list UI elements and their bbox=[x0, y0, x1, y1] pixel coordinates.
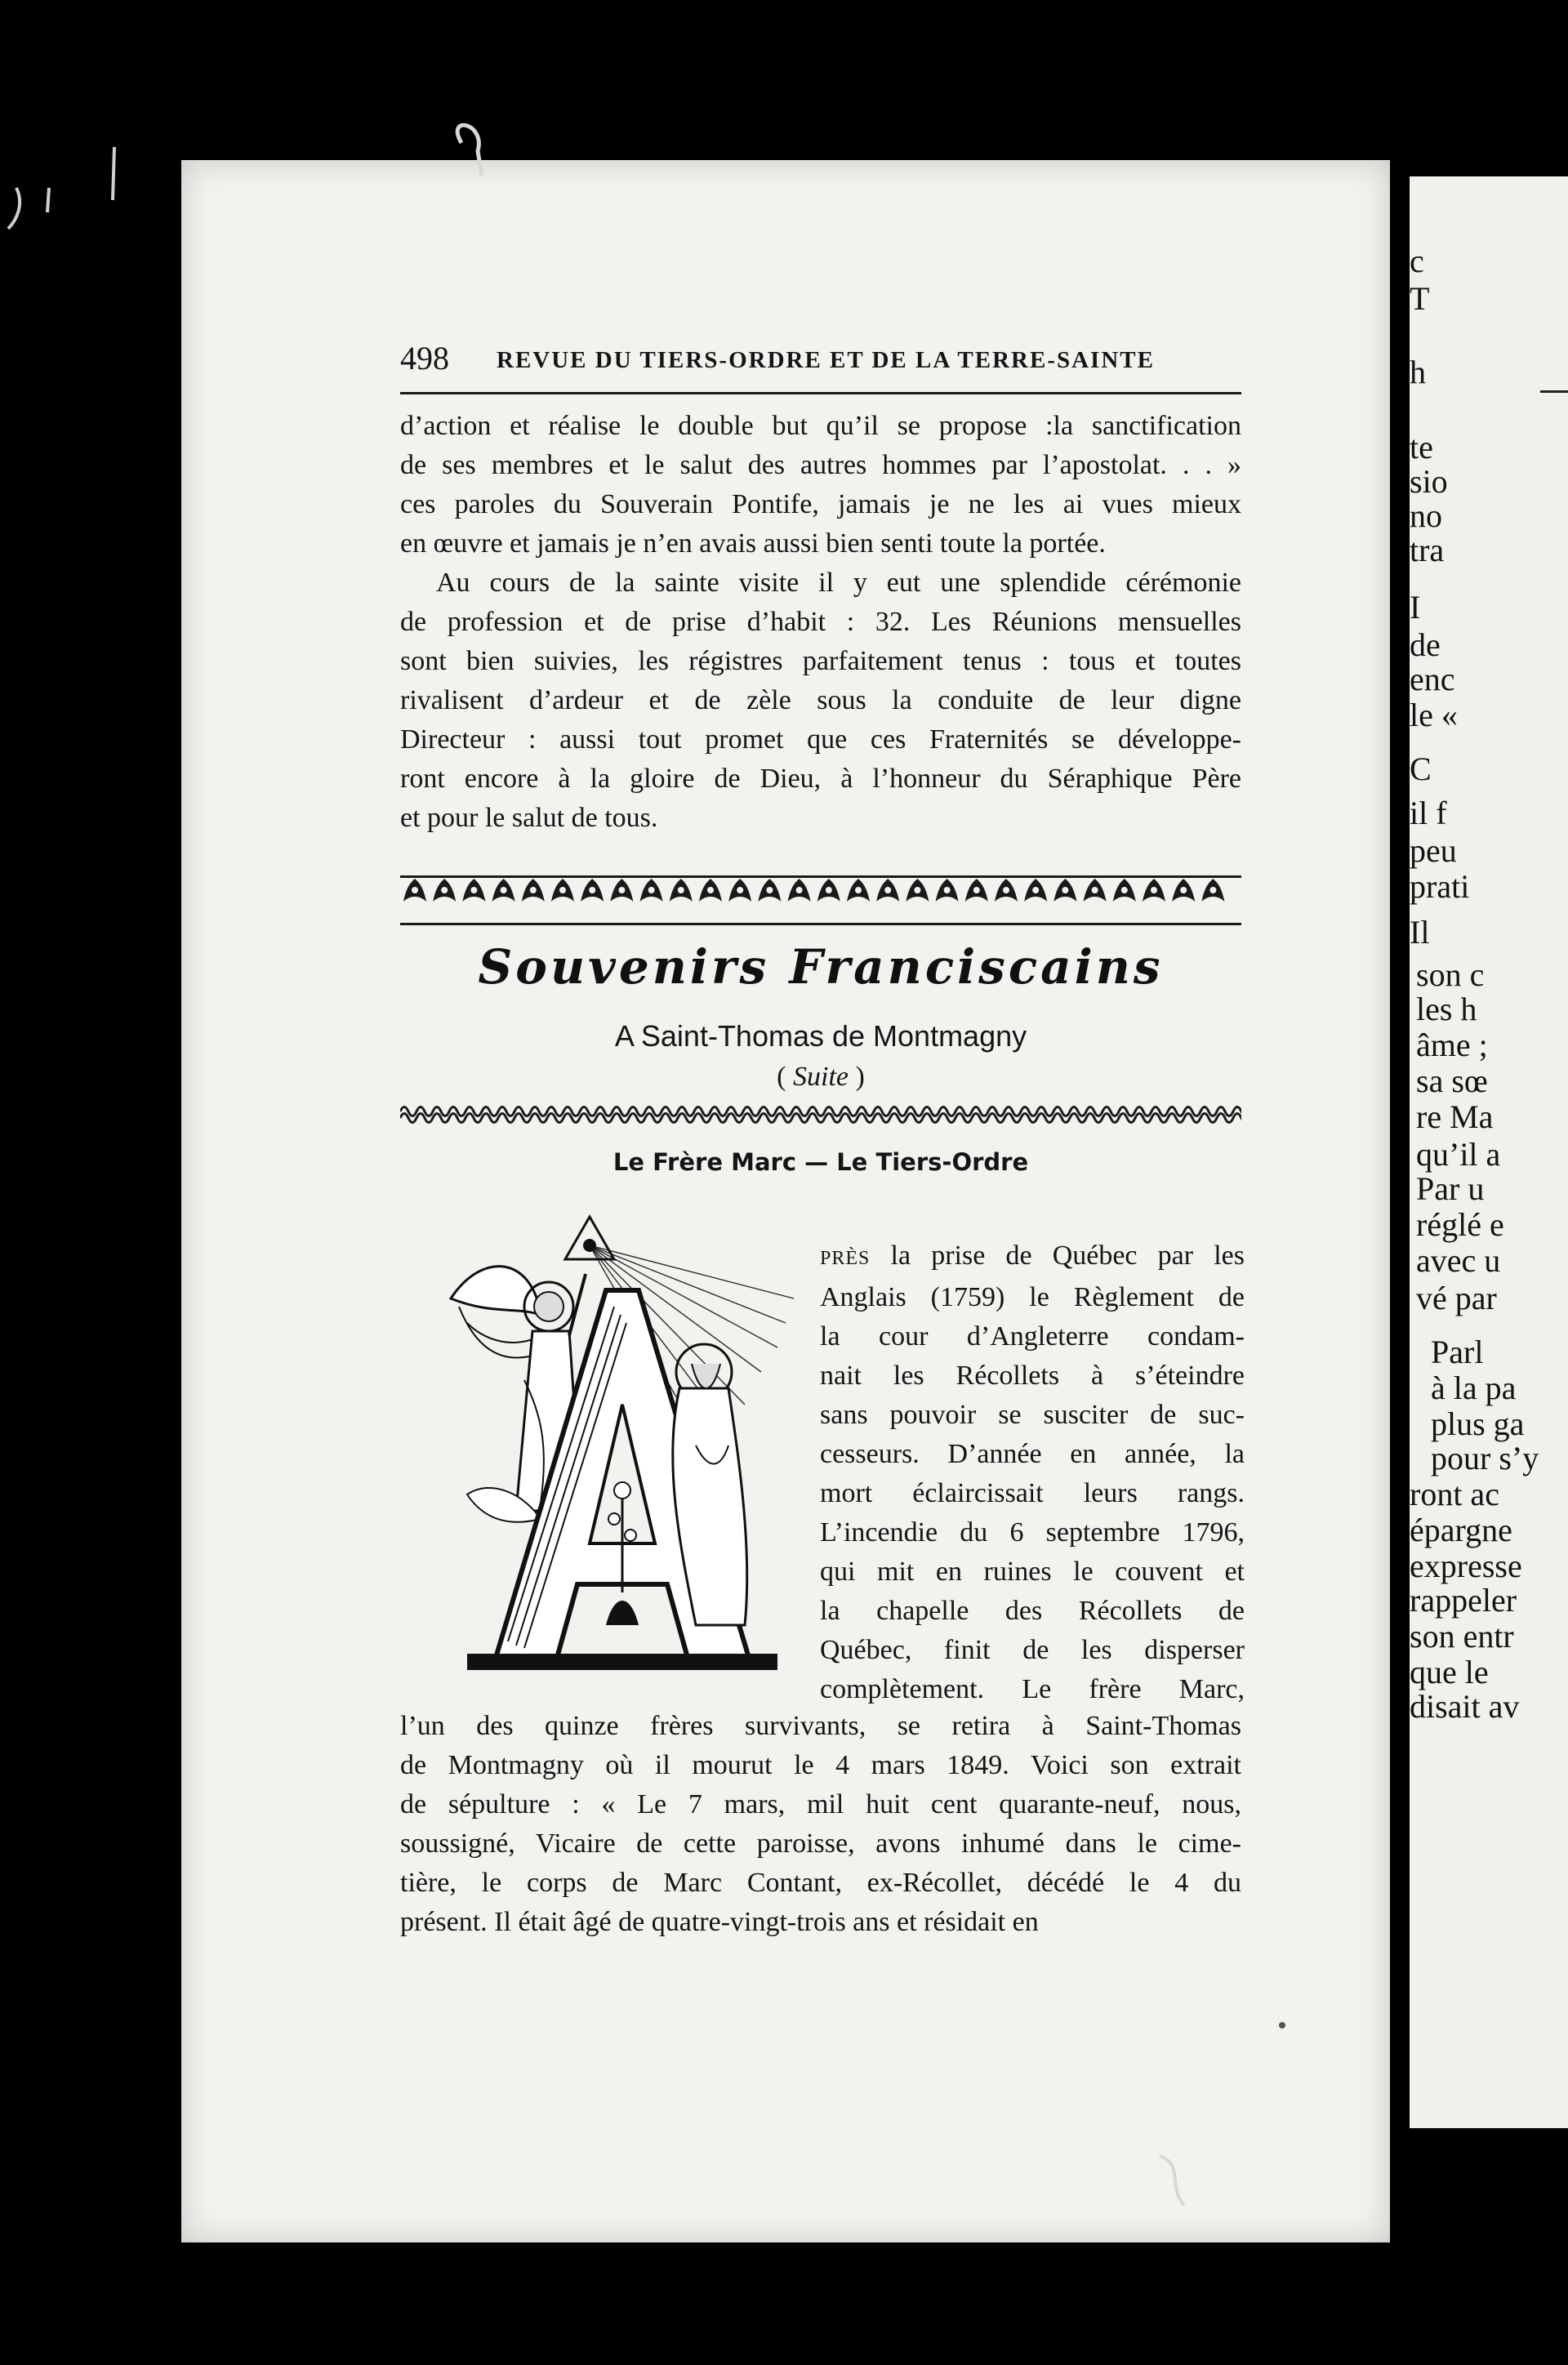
facing-page-text: pour s’y bbox=[1431, 1440, 1539, 1476]
facing-page-text: te bbox=[1410, 429, 1433, 465]
facing-page-text: vé par bbox=[1416, 1280, 1497, 1316]
column-line-text: qui mit en ruines le couvent et bbox=[820, 1557, 1245, 1587]
illustrated-initial-a-image bbox=[418, 1200, 810, 1690]
column-line-text: L’incendie du 6 septembre 1796, bbox=[820, 1517, 1245, 1548]
facing-page-text: sio bbox=[1410, 463, 1448, 500]
column-line-text: cesseurs. D’année en année, la bbox=[820, 1439, 1245, 1469]
fleuron-dot bbox=[441, 887, 448, 893]
facing-page-text: peu bbox=[1410, 832, 1457, 869]
fleuron-dot bbox=[766, 887, 773, 893]
facing-page-text: expresse bbox=[1410, 1548, 1522, 1584]
fleuron-dot bbox=[470, 887, 477, 893]
column-line bbox=[820, 1236, 1245, 1278]
facing-page-text: C bbox=[1410, 750, 1432, 787]
facing-page-text: Par u bbox=[1416, 1170, 1485, 1207]
facing-page-text: que le bbox=[1410, 1654, 1489, 1690]
facing-page-fragment bbox=[1410, 176, 1568, 2128]
facing-page-text: avec u bbox=[1416, 1242, 1501, 1279]
para3-line: tière, le corps de Marc Contant, ex-Récollet, décédé le 4 du bbox=[400, 1868, 1241, 1898]
column-line-text: complètement. Le frère Marc, bbox=[820, 1674, 1245, 1704]
para2-line: de profession et de prise d’habit : 32. Les Réunions mensuelles bbox=[400, 607, 1241, 637]
para1-line: en œuvre et jamais je n’en avais aussi bien senti toute la portée. bbox=[400, 528, 1106, 559]
article-suite: ( Suite ) bbox=[777, 1062, 865, 1092]
ornament-rule-bottom bbox=[400, 923, 1241, 925]
column-line bbox=[820, 1356, 1245, 1396]
fleuron-dot bbox=[914, 887, 920, 893]
para2-line: et pour le salut de tous. bbox=[400, 803, 658, 833]
facing-page-text: qu’il a bbox=[1416, 1136, 1501, 1173]
facing-page-text: re Ma bbox=[1416, 1098, 1494, 1135]
small-caps-opening: PRÈS bbox=[820, 1248, 871, 1269]
facing-page-text: disait av bbox=[1410, 1688, 1520, 1725]
facing-page-text: son c bbox=[1416, 956, 1485, 993]
column-line-text: la chapelle des Récollets de bbox=[820, 1596, 1245, 1626]
facing-page-text: rappeler bbox=[1410, 1582, 1517, 1619]
column-line bbox=[820, 1670, 1245, 1709]
facing-page-text: plus ga bbox=[1431, 1405, 1525, 1442]
fleuron-dot bbox=[1062, 887, 1068, 893]
para2-line: Directeur : aussi tout promet que ces Fraternités se développe- bbox=[400, 724, 1241, 755]
para3-line: l’un des quinze frères survivants, se retira à Saint-Thomas bbox=[400, 1711, 1241, 1741]
facing-page-text: le « bbox=[1410, 697, 1458, 733]
opening-column bbox=[820, 1236, 1245, 1709]
fleuron-dot bbox=[501, 887, 507, 893]
fleuron-dot bbox=[412, 887, 418, 893]
column-line bbox=[820, 1592, 1245, 1631]
fleuron-dot bbox=[618, 887, 625, 893]
column-line-text: sans pouvoir se susciter de suc- bbox=[820, 1400, 1245, 1430]
para3-line: de Montmagny où il mourut le 4 mars 1849. Voici son extrait bbox=[400, 1750, 1241, 1780]
fleuron-dot bbox=[973, 887, 980, 893]
column-line-text: Québec, finit de les disperser bbox=[820, 1635, 1245, 1665]
facing-page-text: prati bbox=[1410, 868, 1470, 905]
fleuron-dot bbox=[559, 887, 566, 893]
fleuron-band bbox=[400, 871, 1241, 913]
column-line-text: Anglais (1759) le Règlement de bbox=[820, 1282, 1245, 1312]
journal-title: REVUE DU TIERS-ORDRE ET DE LA TERRE-SAINTE bbox=[497, 347, 1155, 373]
facing-page-text: Il bbox=[1410, 914, 1430, 951]
facing-page-rule bbox=[1540, 390, 1568, 393]
para1-line: d’action et réalise le double but qu’il se propose :la sanctification bbox=[400, 411, 1241, 441]
facing-page-text: de bbox=[1410, 626, 1441, 663]
wave-stroke bbox=[400, 1107, 1241, 1116]
facing-page-text: épargne bbox=[1410, 1512, 1512, 1548]
facing-page-text: ront ac bbox=[1410, 1476, 1499, 1512]
fleuron-dot bbox=[648, 887, 655, 893]
para1-line: ces paroles du Souverain Pontife, jamais je ne les ai vues mieux bbox=[400, 489, 1241, 519]
column-line bbox=[820, 1513, 1245, 1552]
column-line-text: mort éclaircissait leurs rangs. bbox=[820, 1478, 1245, 1508]
para2-line: sont bien suivies, les régistres parfaitement tenus : tous et toutes bbox=[400, 646, 1241, 676]
column-line bbox=[820, 1435, 1245, 1474]
column-line bbox=[820, 1474, 1245, 1513]
article-subtitle: A Saint-Thomas de Montmagny bbox=[614, 1019, 1027, 1053]
column-line-text: la prise de Québec par les bbox=[870, 1240, 1245, 1271]
column-line bbox=[820, 1317, 1245, 1356]
facing-page-text: c bbox=[1410, 243, 1424, 279]
facing-page-text: I bbox=[1410, 589, 1421, 626]
suite-label: Suite bbox=[793, 1062, 849, 1092]
fleuron-dot bbox=[737, 887, 743, 893]
para3-line: de sépulture : « Le 7 mars, mil huit cent quarante-neuf, nous, bbox=[400, 1789, 1241, 1819]
fleuron-dot bbox=[1003, 887, 1009, 893]
para3-line: présent. Il était âgé de quatre-vingt-trois ans et résidait en bbox=[400, 1907, 1039, 1937]
fleuron-dot bbox=[1032, 887, 1039, 893]
column-line bbox=[820, 1278, 1245, 1317]
fleuron-dot bbox=[826, 887, 832, 893]
fleuron-dot bbox=[1151, 887, 1157, 893]
header-rule bbox=[400, 392, 1241, 394]
wave-divider bbox=[400, 1102, 1241, 1127]
column-line-text: la cour d’Angleterre condam- bbox=[820, 1321, 1245, 1352]
paragraph-continuation bbox=[400, 407, 1241, 563]
fleuron-dot bbox=[855, 887, 862, 893]
page-number: 498 bbox=[400, 340, 449, 376]
fleuron-dot bbox=[589, 887, 595, 893]
section-heading: Le Frère Marc — Le Tiers-Ordre bbox=[612, 1148, 1029, 1176]
para2-line: Au cours de la sainte visite il y eut une splendide cérémonie bbox=[436, 568, 1241, 598]
facing-page-text: réglé e bbox=[1416, 1206, 1504, 1243]
facing-page-text: à la pa bbox=[1431, 1370, 1517, 1406]
fleuron-dot bbox=[1209, 887, 1216, 893]
fleuron-dot bbox=[1180, 887, 1187, 893]
fleuron-dot bbox=[678, 887, 684, 893]
para3-line: soussigné, Vicaire de cette paroisse, avons inhumé dans le cime- bbox=[400, 1828, 1241, 1859]
fleuron-dot bbox=[530, 887, 537, 893]
facing-page-text: il f bbox=[1410, 795, 1447, 831]
column-line bbox=[820, 1631, 1245, 1670]
para1-line: de ses membres et le salut des autres hommes par l’apostolat. . . » bbox=[400, 450, 1241, 480]
column-line bbox=[820, 1396, 1245, 1435]
facing-page-text: son entr bbox=[1410, 1618, 1514, 1655]
facing-page-text: h bbox=[1410, 354, 1426, 390]
paragraph-visit bbox=[400, 563, 1241, 838]
fleuron-dot bbox=[884, 887, 891, 893]
facing-page-text: tra bbox=[1410, 532, 1445, 568]
paragraph-burial bbox=[400, 1707, 1241, 1942]
fleuron-dot bbox=[944, 887, 951, 893]
running-head bbox=[400, 339, 1241, 378]
fleuron-dot bbox=[1121, 887, 1128, 893]
fleuron-dot bbox=[1092, 887, 1098, 893]
facing-page-text: âme ; bbox=[1416, 1027, 1488, 1063]
para2-line: rivalisent d’ardeur et de zèle sous la conduite de leur digne bbox=[400, 685, 1241, 715]
column-line bbox=[820, 1552, 1245, 1592]
fleuron-dot bbox=[796, 887, 803, 893]
facing-page-text: no bbox=[1410, 497, 1442, 534]
facing-page-text: Parl bbox=[1431, 1334, 1484, 1370]
facing-page-text: sa sœ bbox=[1416, 1062, 1488, 1099]
para2-line: ront encore à la gloire de Dieu, à l’honneur du Séraphique Père bbox=[400, 764, 1241, 794]
column-line-text: nait les Récollets à s’éteindre bbox=[820, 1361, 1245, 1391]
facing-page-text: T bbox=[1410, 280, 1430, 317]
facing-page-text: les h bbox=[1416, 991, 1477, 1027]
article-title: Souvenirs Franciscains bbox=[478, 939, 1164, 995]
facing-page-text: enc bbox=[1410, 661, 1455, 697]
fleuron-dot bbox=[707, 887, 714, 893]
